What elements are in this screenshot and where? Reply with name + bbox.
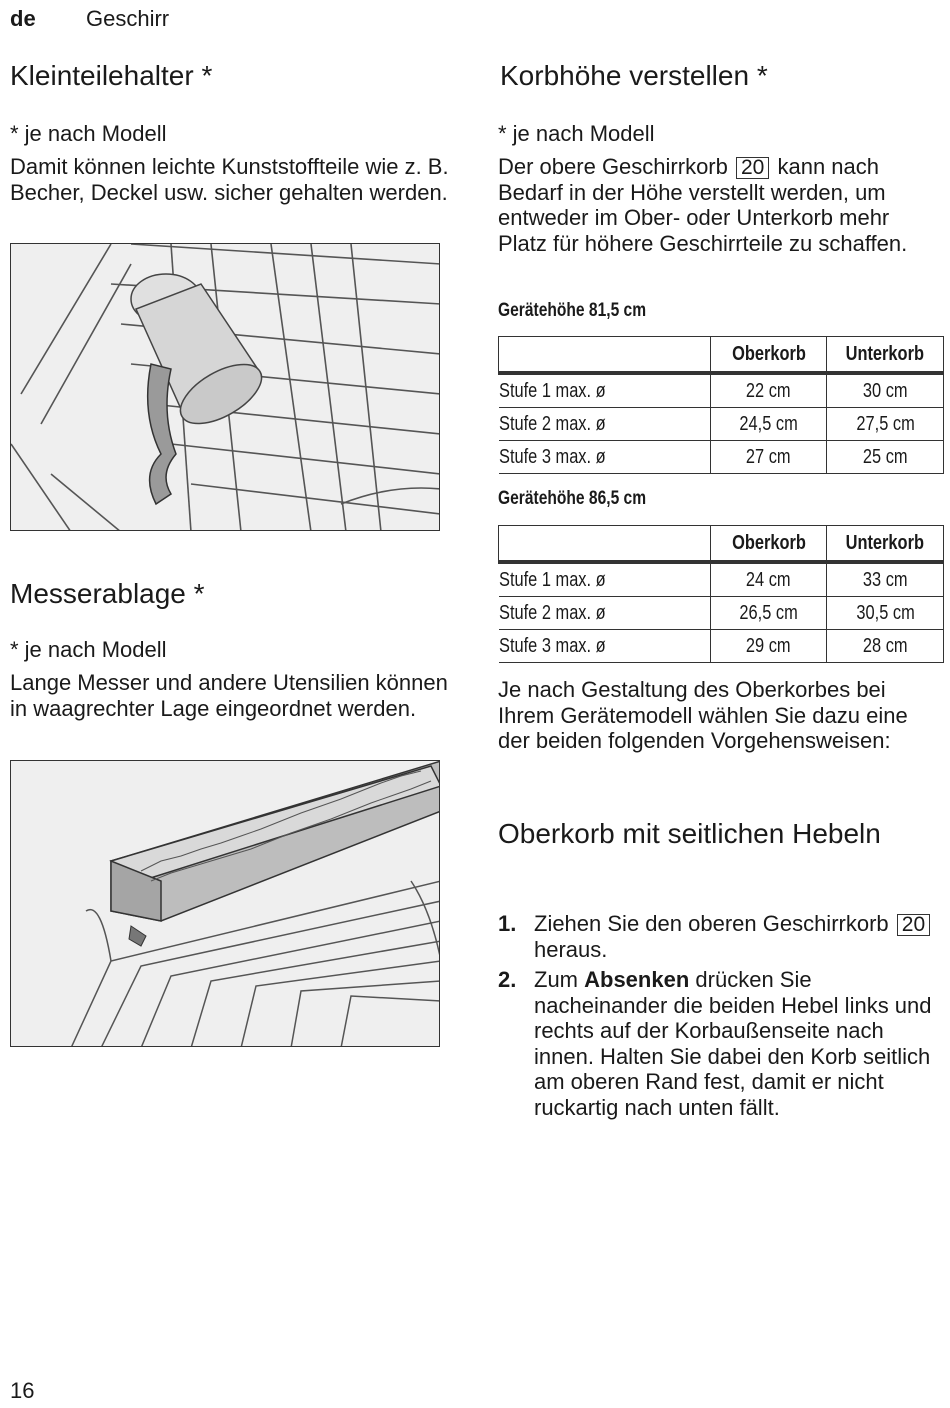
korbhoehe-intro [498,154,944,256]
table-header-oberkorb: Oberkorb [710,337,827,374]
table-cell-unterkorb: 25 cm [827,441,944,474]
table-header-row [499,337,944,374]
table-header-empty [499,526,711,563]
table-cell-label: Stufe 2 max. ø [499,408,711,441]
kleinteilehalter-illustration [10,243,440,531]
step-text-bold: Absenken [584,967,690,992]
table-cell-unterkorb: 30,5 cm [827,597,944,630]
table-cell-label: Stufe 1 max. ø [499,562,711,597]
list-item [498,967,944,1120]
table-cell-unterkorb: 28 cm [827,630,944,663]
language-code: de [10,6,36,31]
korbhoehe-model-note: * je nach Modell [498,121,655,146]
table-row [499,373,944,408]
korbhoehe-intro-after: kann nach Bedarf in der Höhe verstellt werden, um entweder im Ober- oder Unterkorb mehr Platz für höhere Geschirrteile zu schaffen. [498,154,908,256]
table-cell-label: Stufe 3 max. ø [499,630,711,663]
table-row [499,597,944,630]
step-number: 2. [498,967,517,992]
kleinteilehalter-heading: Kleinteilehalter * [10,60,213,91]
table-header-row [499,526,944,563]
basket-height-table-81-5 [498,336,944,474]
section-title: Geschirr [86,6,170,31]
table-row [499,630,944,663]
table-cell-unterkorb: 27,5 cm [827,408,944,441]
table-row [499,562,944,597]
table-row [499,441,944,474]
basket-height-table-86-5 [498,525,944,663]
step-number: 1. [498,911,517,936]
oberkorb-hebel-heading: Oberkorb mit seitlichen Hebeln [498,818,881,849]
page-number: 16 [10,1378,35,1403]
step-text-after: drücken Sie nacheinander die beiden Hebel links und rechts auf der Korbaußenseite nach innen. Halten Sie dabei den Korb seitlich am oberen Rand fest, damit er nicht ruckartig nach unten fällt. [534,967,932,1120]
table1-title: Gerätehöhe 81,5 cm [498,300,647,321]
list-item [498,911,944,962]
table-cell-oberkorb: 24,5 cm [710,408,827,441]
table-header-unterkorb: Unterkorb [827,526,944,563]
messerablage-heading: Messerablage * [10,578,205,609]
messerablage-illustration [10,760,440,1047]
table-header-oberkorb: Oberkorb [710,526,827,563]
table-cell-oberkorb: 26,5 cm [710,597,827,630]
table2-title: Gerätehöhe 86,5 cm [498,488,647,509]
korbhoehe-intro-before: Der obere Geschirrkorb [498,154,728,179]
table-cell-label: Stufe 3 max. ø [499,441,711,474]
table-cell-oberkorb: 24 cm [710,562,827,597]
table-cell-label: Stufe 2 max. ø [499,597,711,630]
step-text-before: Zum [534,967,578,992]
kleinteilehalter-model-note: * je nach Modell [10,121,167,146]
table-header-unterkorb: Unterkorb [827,337,944,374]
table-cell-oberkorb: 29 cm [710,630,827,663]
table-row [499,408,944,441]
part-number-20: 20 [897,914,930,936]
table-cell-label: Stufe 1 max. ø [499,373,711,408]
hebel-steps-list [498,911,944,1125]
messerablage-model-note: * je nach Modell [10,637,167,662]
table-cell-oberkorb: 27 cm [710,441,827,474]
kleinteilehalter-text: Damit können leichte Kunststoffteile wie z. B. Becher, Deckel usw. sicher gehalten werden. [10,154,449,205]
korbhoehe-heading: Korbhöhe verstellen * [500,60,768,91]
korbhoehe-outro: Je nach Gestaltung des Oberkorbes bei Ihrem Gerätemodell wählen Sie dazu eine der beiden folgenden Vorgehensweisen: [498,677,908,753]
table-header-empty [499,337,711,374]
table-cell-unterkorb: 33 cm [827,562,944,597]
part-number-20: 20 [736,157,769,179]
table-cell-oberkorb: 22 cm [710,373,827,408]
messerablage-text: Lange Messer und andere Utensilien können in waagrechter Lage eingeordnet werden. [10,670,448,721]
step-text-before: Ziehen Sie den oberen Geschirrkorb [534,911,889,936]
table-cell-unterkorb: 30 cm [827,373,944,408]
step-text-after: heraus. [534,936,608,962]
